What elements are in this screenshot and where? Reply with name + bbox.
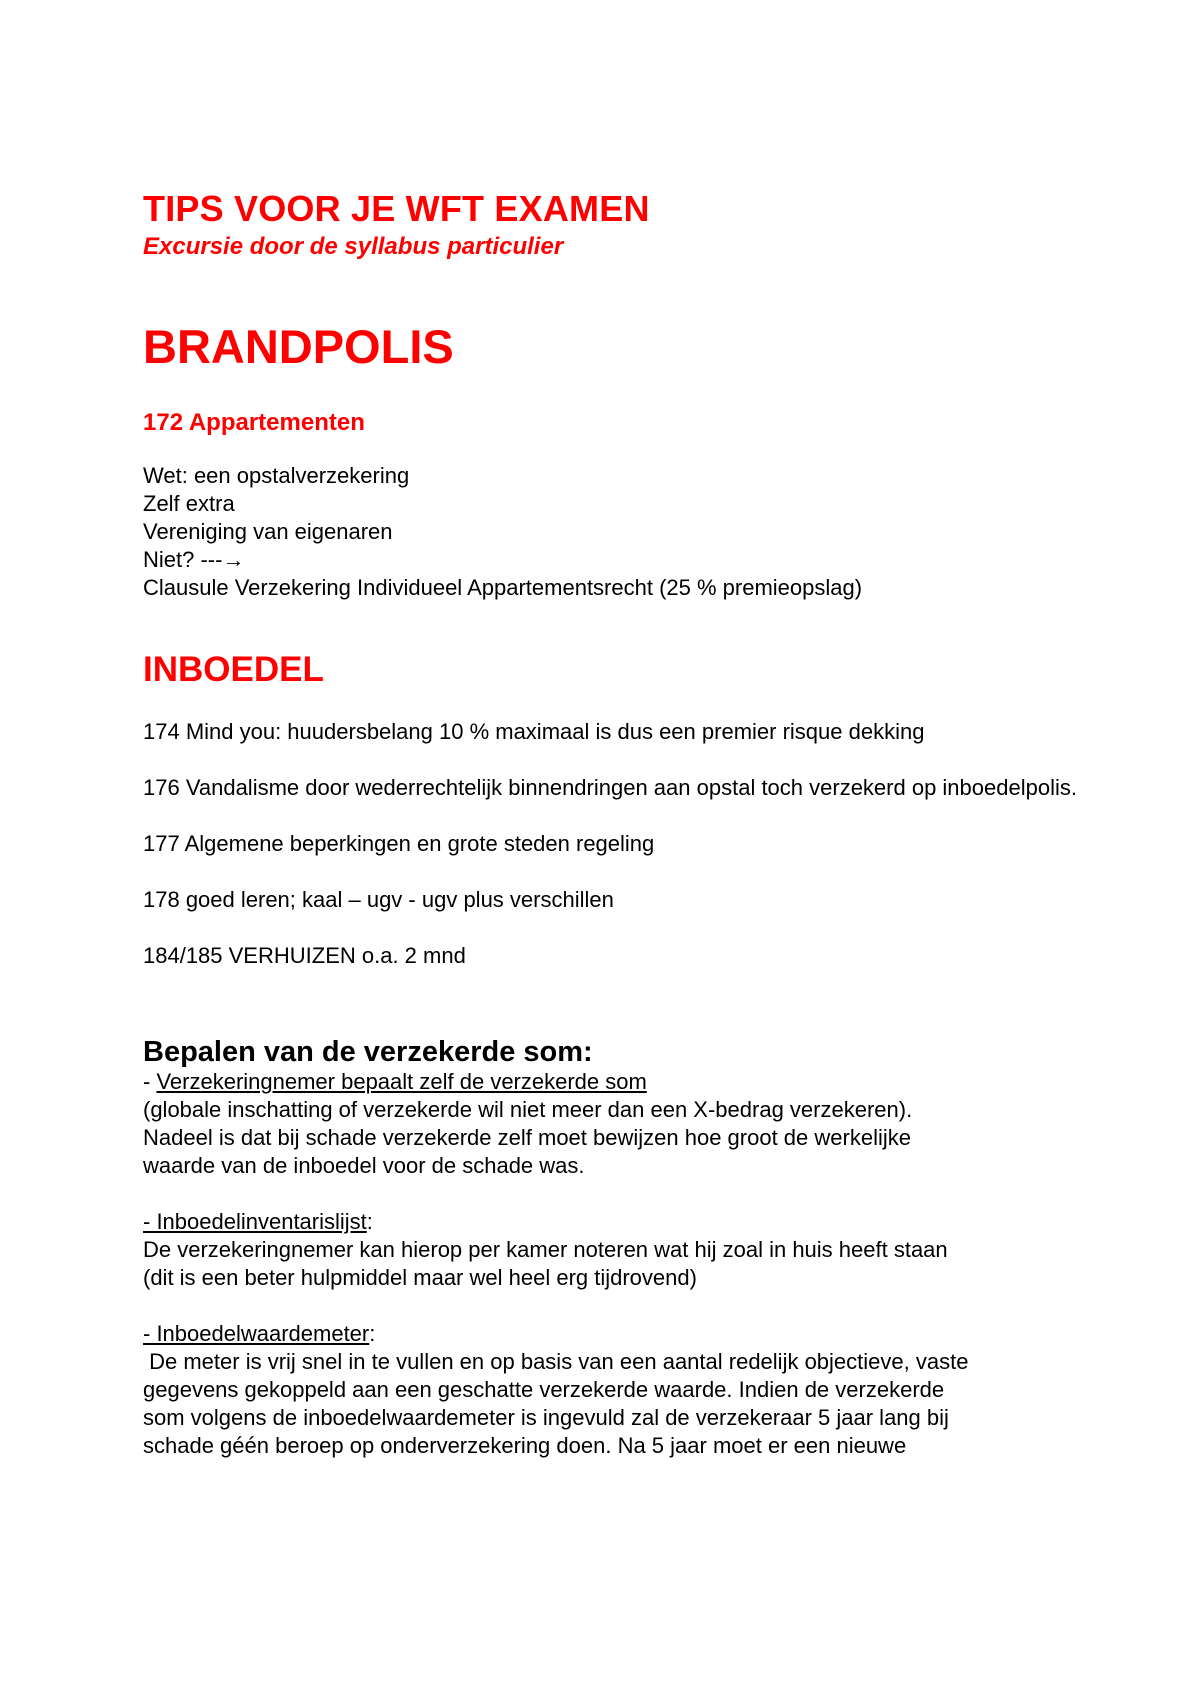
som-item-waardemeter — [143, 1320, 1083, 1460]
som-item-inventarislijst — [143, 1208, 1083, 1292]
document-title: TIPS VOOR JE WFT EXAMEN — [143, 188, 650, 229]
inboedel-paragraph: 176 Vandalisme door wederrechtelijk binnendringen aan opstal toch verzekerd op inboedelpolis. — [143, 775, 1077, 800]
som-item-label: - Inboedelwaardemeter — [143, 1321, 370, 1346]
inboedel-paragraph: 177 Algemene beperkingen en grote steden regeling — [143, 831, 655, 856]
som-item-colon: : — [366, 1209, 373, 1234]
som-item-title — [143, 1320, 1083, 1348]
som-item-text: som volgens de inboedelwaardemeter is ingevuld zal de verzekeraar 5 jaar lang bij — [143, 1405, 949, 1430]
subsection-heading-appartementen: 172 Appartementen — [143, 409, 365, 436]
som-item-text: Nadeel is dat bij schade verzekerde zelf moet bewijzen hoe groot de werkelijke — [143, 1125, 911, 1150]
document-page — [143, 188, 1083, 1460]
brandpolis-line: Zelf extra — [143, 491, 235, 516]
inboedel-paragraph: 178 goed leren; kaal – ugv - ugv plus verschillen — [143, 887, 614, 912]
section-heading-brandpolis: BRANDPOLIS — [143, 320, 454, 373]
brandpolis-line: Wet: een opstalverzekering — [143, 463, 410, 488]
som-item-label: Verzekeringnemer bepaalt zelf de verzekerde som — [156, 1069, 647, 1094]
som-item-text: (globale inschatting of verzekerde wil niet meer dan een X-bedrag verzekeren). — [143, 1097, 913, 1122]
brandpolis-line: Niet? ---→ — [143, 547, 245, 572]
inboedel-paragraph: 184/185 VERHUIZEN o.a. 2 mnd — [143, 943, 466, 968]
brandpolis-line: Clausule Verzekering Individueel Appartementsrecht (25 % premieopslag) — [143, 575, 863, 600]
document-subtitle: Excursie door de syllabus particulier — [143, 233, 564, 260]
brandpolis-line: Vereniging van eigenaren — [143, 519, 393, 544]
section-heading-inboedel: INBOEDEL — [143, 650, 324, 689]
som-item-text: gegevens gekoppeld aan een geschatte verzekerde waarde. Indien de verzekerde — [143, 1377, 945, 1402]
som-item-title — [143, 1208, 1083, 1236]
som-item-verzekeringnemer — [143, 1068, 1083, 1180]
som-item-text: De verzekeringnemer kan hierop per kamer noteren wat hij zoal in huis heeft staan — [143, 1237, 948, 1262]
som-item-label: - Inboedelinventarislijst — [143, 1209, 367, 1234]
som-item-text: (dit is een beter hulpmiddel maar wel heel erg tijdrovend) — [143, 1265, 697, 1290]
list-dash: - — [143, 1069, 157, 1094]
inboedel-paragraph: 174 Mind you: huudersbelang 10 % maximaal is dus een premier risque dekking — [143, 719, 925, 744]
som-item-colon: : — [369, 1321, 376, 1346]
section-heading-verzekerde-som: Bepalen van de verzekerde som: — [143, 1036, 593, 1068]
brandpolis-lines — [143, 462, 1083, 602]
som-item-text: schade géén beroep op onderverzekering doen. Na 5 jaar moet er een nieuwe — [143, 1433, 907, 1458]
som-item-text: waarde van de inboedel voor de schade was. — [143, 1153, 585, 1178]
som-item-text: De meter is vrij snel in te vullen en op basis van een aantal redelijk objectieve, vaste — [143, 1349, 969, 1374]
som-item-title — [143, 1068, 1083, 1096]
